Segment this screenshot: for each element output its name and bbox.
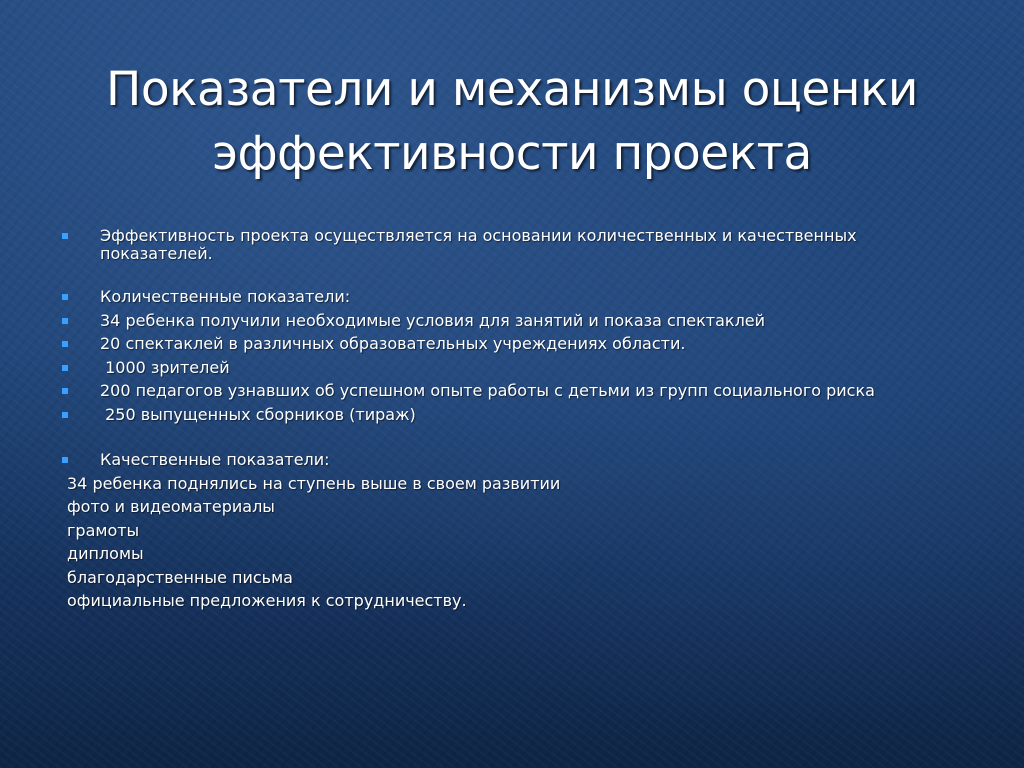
list-item [62, 356, 962, 380]
slide-title-line-1: Показатели и механизмы оценки [106, 62, 918, 117]
square-bullet-icon [62, 388, 68, 394]
quantitative-item-text: 250 выпущенных сборников (тираж) [100, 404, 416, 424]
qualitative-item: официальные предложения к сотрудничеству. [67, 591, 467, 610]
qualitative-item: фото и видеоматериалы [67, 497, 275, 516]
slide-title [40, 58, 984, 186]
quantitative-item-text: 200 педагогов узнавших об успешном опыте работы с детьми из групп социального риска [100, 381, 875, 400]
square-bullet-icon [62, 457, 68, 463]
intro-text: Эффективность проекта осуществляется на основании количественных и качественных показателей. [100, 226, 857, 263]
qualitative-item: грамоты [67, 520, 140, 540]
list-item [62, 332, 962, 356]
quantitative-item-text: 20 спектаклей в различных образовательных учреждениях области. [100, 334, 686, 353]
square-bullet-icon [62, 233, 68, 239]
square-bullet-icon [62, 294, 68, 300]
qualitative-item: 34 ребенка поднялись на ступень выше в своем развитии [67, 473, 561, 493]
list-item [62, 309, 962, 333]
slide-body [62, 224, 962, 613]
qualitative-item: благодарственные письма [67, 567, 293, 587]
square-bullet-icon [62, 365, 68, 371]
list-item [62, 403, 962, 427]
intro-item [62, 224, 962, 263]
quantitative-item-text: 34 ребенка получили необходимые условия для занятий и показа спектаклей [100, 310, 766, 330]
quantitative-item-text: 1000 зрителей [100, 357, 230, 377]
slide-title-line-2: эффективности проекта [212, 126, 812, 181]
quantitative-heading-item [62, 285, 962, 309]
square-bullet-icon [62, 318, 68, 324]
list-item [62, 379, 962, 403]
qualitative-heading-item [62, 448, 962, 472]
square-bullet-icon [62, 341, 68, 347]
quantitative-heading: Количественные показатели: [100, 287, 351, 306]
square-bullet-icon [62, 412, 68, 418]
qualitative-heading: Качественные показатели: [100, 450, 330, 469]
qualitative-item: дипломы [67, 544, 144, 563]
